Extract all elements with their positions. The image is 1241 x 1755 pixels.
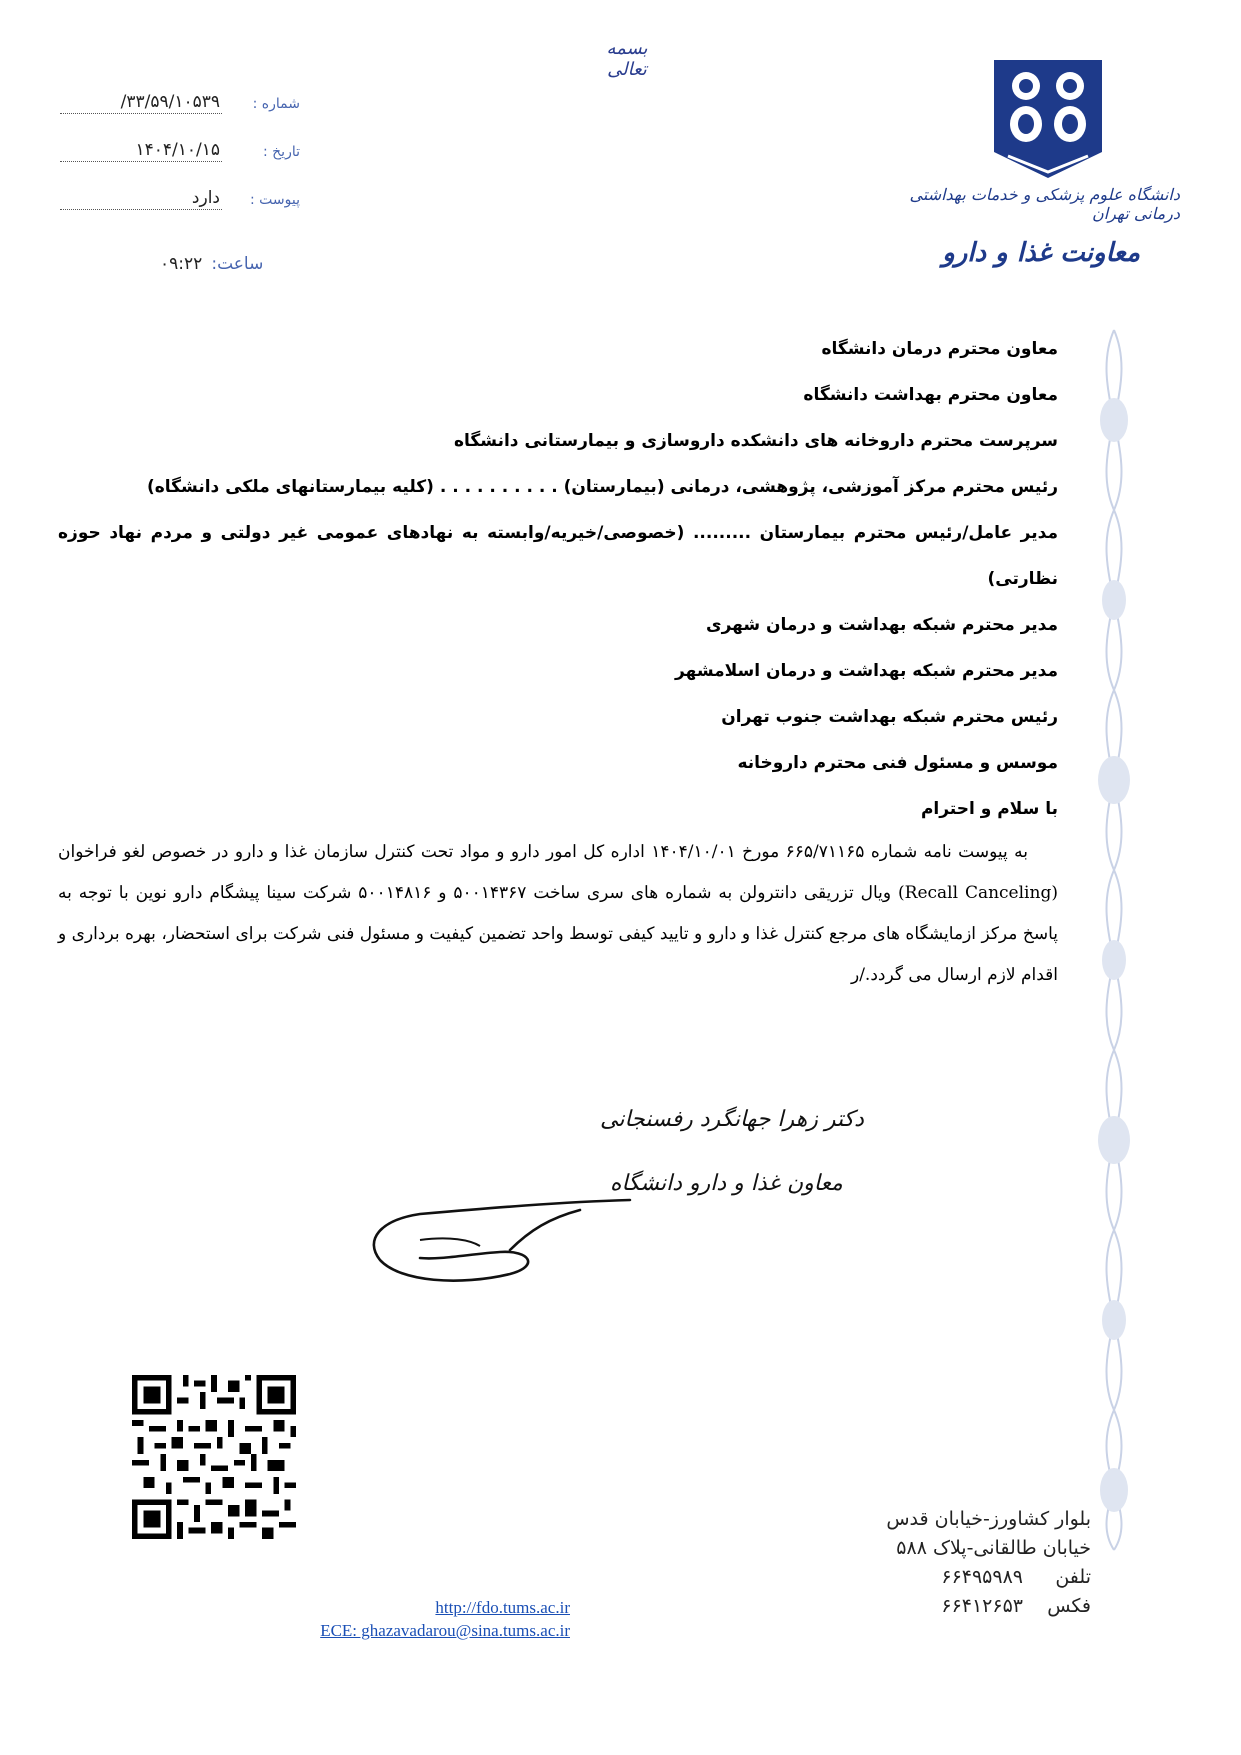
recipient-line: مدیر محترم شبکه بهداشت و درمان شهری xyxy=(706,615,1058,635)
phone-label: تلفن xyxy=(1055,1566,1091,1588)
time-value: ۰۹:۲۲ xyxy=(160,254,203,274)
letter-number-label: شماره : xyxy=(252,96,300,112)
attachment-label: پیوست : xyxy=(250,192,300,208)
recipient-line: رئیس محترم شبکه بهداشت جنوب تهران xyxy=(721,707,1058,727)
recipient-line: معاون محترم بهداشت دانشگاه xyxy=(803,385,1058,405)
address-line-1: بلوار کشاورز-خیابان قدس xyxy=(886,1508,1091,1530)
signature-icon xyxy=(360,1090,864,1300)
dotted-line xyxy=(60,113,222,114)
fax-label: فکس xyxy=(1047,1595,1091,1617)
letter-body: به پیوست نامه شماره ۶۶۵/۷۱۱۶۵ مورخ ۱۴۰۴/۱۰/۰۱ اداره کل امور دارو و مواد تحت کنترل سازمان غذا و دارو در خصوص لغو فراخوان (Recall Canceling) ویال تزریقی دانترولن به شماره های سری ساخت ۵۰۰۱۴۳۶۷ و ۵۰۰۱۴۸۱۶ شرکت سینا پیشگام دارو نوین با توجه به پاسخ مرکز ازمایشگاه های مرجع کنترل غذا و دارو و تایید کیفی توسط واحد تضمین کیفیت و مسئول فنی شرکت برای استحضار، بهره برداری و اقدام لازم ارسال می گردد./ر xyxy=(58,842,1058,985)
dotted-line xyxy=(60,209,222,210)
signature-title: معاون غذا و دارو دانشگاه xyxy=(610,1171,843,1196)
university-logo-icon xyxy=(988,56,1108,180)
recipient-line: مدیر عامل/رئیس محترم بیمارستان ......... (خصوصی/خیریه/وابسته به نهادهای عمومی غیر دولتی و مردم نهاد حوزه نظارتی) xyxy=(58,523,1058,589)
time-row xyxy=(160,254,263,274)
phone-row xyxy=(831,1563,1091,1592)
address-line xyxy=(831,1534,1091,1563)
letter-date-label: تاریخ : xyxy=(262,144,300,160)
address-line-2: خیابان طالقانی-پلاک ۵۸۸ xyxy=(896,1537,1091,1559)
letter-date-value: ۱۴۰۴/۱۰/۱۵ xyxy=(135,140,220,160)
attachment-value: دارد xyxy=(191,188,220,208)
recipient-line: سرپرست محترم داروخانه های دانشکده داروسازی و بیمارستانی دانشگاه xyxy=(453,431,1058,451)
time-label: ساعت: xyxy=(211,254,264,274)
address-block xyxy=(831,1505,1091,1621)
email-link[interactable]: ECE: ghazavadarou@sina.tums.ac.ir xyxy=(320,1621,570,1640)
recipient-line: معاون محترم درمان دانشگاه xyxy=(821,339,1058,359)
greeting-line: با سلام و احترام xyxy=(920,799,1058,819)
recipient-line: رئیس محترم مرکز آموزشی، پژوهشی، درمانی (بیمارستان) . . . . . . . . . . (کلیه بیمارستانهای ملکی دانشگاه) xyxy=(146,477,1058,497)
floral-ornament-icon xyxy=(1080,330,1148,1550)
university-name: دانشگاه علوم پزشکی و خدمات بهداشتی درمانی تهران xyxy=(909,185,1180,223)
address-line xyxy=(831,1505,1091,1534)
phone-value: ۶۶۴۹۵۹۸۹ xyxy=(941,1566,1023,1588)
fax-value: ۶۶۴۱۲۶۵۳ xyxy=(941,1595,1023,1617)
recipient-line: مدیر محترم شبکه بهداشت و درمان اسلامشهر xyxy=(675,661,1058,681)
signature-name: دکتر زهرا جهانگرد رفسنجانی xyxy=(600,1107,864,1132)
fax-row xyxy=(831,1592,1091,1621)
recipients-list xyxy=(58,326,1058,832)
attachment-row xyxy=(60,188,300,212)
website-link[interactable]: http://fdo.tums.ac.ir xyxy=(435,1598,570,1617)
recipient-line: موسس و مسئول فنی محترم داروخانه xyxy=(737,753,1058,773)
letter-number-value: /۳۳/۵۹/۱۰۵۳۹ xyxy=(120,92,220,112)
bismillah-heading: بسمه تعالی xyxy=(606,38,648,80)
dotted-line xyxy=(60,161,222,162)
department-name: معاونت غذا و دارو xyxy=(942,238,1140,268)
letter-date-row xyxy=(60,140,300,164)
contact-links xyxy=(250,1596,570,1642)
letter-number-row xyxy=(60,92,300,116)
qr-code-icon xyxy=(132,1375,296,1539)
